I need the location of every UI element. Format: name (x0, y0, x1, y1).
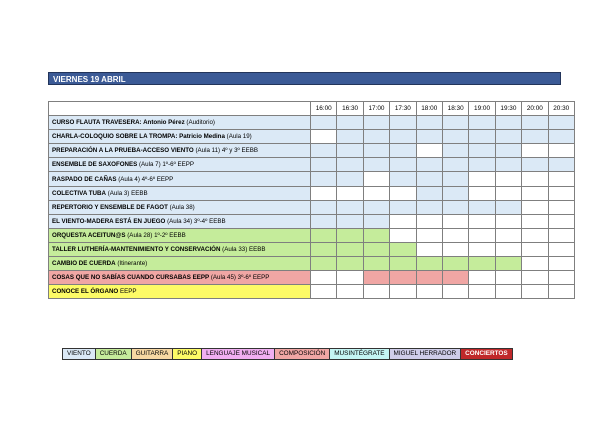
time-slot-cell (548, 144, 574, 158)
time-slot-cell (522, 130, 548, 144)
time-slot-cell (495, 116, 521, 130)
time-slot-cell (337, 130, 363, 144)
time-slot-cell (548, 214, 574, 228)
time-slot-cell (548, 271, 574, 285)
time-header-cell: 16:00 (311, 102, 337, 116)
activity-row (49, 200, 575, 214)
activity-detail: (Aula 38) (167, 203, 195, 211)
activity-name-cell (49, 214, 311, 228)
time-slot-cell (469, 172, 495, 186)
activity-title: REPERTORIO Y ENSEMBLE DE FAGOT (52, 203, 168, 211)
time-slot-cell (311, 116, 337, 130)
time-slot-cell (416, 158, 442, 172)
activity-detail: (Aula 33) EEBB (220, 245, 266, 253)
legend-item-musintegrate: MUSINTÉGRATE (330, 349, 389, 359)
time-slot-cell (311, 130, 337, 144)
legend-item-piano: PIANO (173, 349, 202, 359)
time-slot-cell (390, 144, 416, 158)
activity-row (49, 271, 575, 285)
time-slot-cell (363, 285, 389, 299)
time-slot-cell (311, 144, 337, 158)
time-slot-cell (469, 285, 495, 299)
time-slot-cell (469, 186, 495, 200)
time-header-cell: 16:30 (337, 102, 363, 116)
activity-detail: EEPP (118, 288, 137, 296)
activity-title: RASPADO DE CAÑAS (52, 175, 117, 183)
time-slot-cell (522, 214, 548, 228)
activity-row (49, 285, 575, 299)
time-slot-cell (337, 228, 363, 242)
time-slot-cell (337, 242, 363, 256)
activity-name-cell (49, 200, 311, 214)
legend-item-conciertos: CONCIERTOS (461, 349, 512, 359)
time-slot-cell (390, 172, 416, 186)
time-slot-cell (363, 242, 389, 256)
time-slot-cell (548, 158, 574, 172)
activity-detail: (Aula 19) (224, 133, 252, 141)
time-slot-cell (337, 285, 363, 299)
time-slot-cell (548, 130, 574, 144)
activity-detail: (Aula 11) 4º y 3º EEBB (193, 147, 258, 155)
time-slot-cell (337, 214, 363, 228)
time-slot-cell (495, 257, 521, 271)
activity-title: CHARLA-COLOQUIO SOBRE LA TROMPA: Patricio Medina (52, 133, 225, 141)
time-slot-cell (311, 200, 337, 214)
time-slot-cell (442, 257, 468, 271)
legend-item-herrador: MIGUEL HERRADOR (390, 349, 462, 359)
time-header-cell: 17:30 (390, 102, 416, 116)
activity-row (49, 214, 575, 228)
time-slot-cell (522, 116, 548, 130)
activity-name-cell (49, 257, 311, 271)
legend (62, 348, 513, 360)
time-header-cell: 18:30 (442, 102, 468, 116)
time-slot-cell (416, 285, 442, 299)
time-header-cell: 17:00 (363, 102, 389, 116)
time-slot-cell (416, 242, 442, 256)
activity-title: ENSEMBLE DE SAXOFONES (52, 161, 138, 169)
activity-row (49, 228, 575, 242)
time-slot-cell (442, 242, 468, 256)
time-slot-cell (311, 172, 337, 186)
activity-detail: (Aula 34) 3º-4º EEBB (165, 217, 226, 225)
time-slot-cell (495, 285, 521, 299)
time-header-cell: 18:00 (416, 102, 442, 116)
time-slot-cell (495, 214, 521, 228)
time-slot-cell (390, 242, 416, 256)
activity-detail: (Aula 3) EEBB (105, 189, 148, 197)
time-slot-cell (337, 257, 363, 271)
activity-name-cell (49, 158, 311, 172)
time-header-cell: 19:00 (469, 102, 495, 116)
time-header-cell: 20:30 (548, 102, 574, 116)
time-slot-cell (548, 200, 574, 214)
time-slot-cell (495, 228, 521, 242)
time-slot-cell (416, 214, 442, 228)
time-header-cell: 20:00 (522, 102, 548, 116)
activity-row (49, 172, 575, 186)
time-slot-cell (522, 228, 548, 242)
time-slot-cell (442, 214, 468, 228)
time-slot-cell (522, 242, 548, 256)
time-slot-cell (548, 257, 574, 271)
activity-title: PREPARACIÓN A LA PRUEBA-ACCESO VIENTO (52, 147, 194, 155)
time-slot-cell (416, 228, 442, 242)
legend-item-composicion: COMPOSICIÓN (275, 349, 330, 359)
time-slot-cell (469, 271, 495, 285)
time-slot-cell (337, 172, 363, 186)
time-slot-cell (495, 158, 521, 172)
activity-row (49, 186, 575, 200)
time-slot-cell (416, 257, 442, 271)
activity-row (49, 116, 575, 130)
time-header-cell: 19:30 (495, 102, 521, 116)
activity-name-cell (49, 228, 311, 242)
schedule-table (48, 101, 575, 299)
time-slot-cell (495, 271, 521, 285)
activity-row (49, 257, 575, 271)
header-corner-cell (49, 102, 311, 116)
time-slot-cell (363, 158, 389, 172)
time-slot-cell (522, 172, 548, 186)
activity-title: CAMBIO DE CUERDA (52, 260, 116, 268)
time-slot-cell (469, 144, 495, 158)
activity-title: CURSO FLAUTA TRAVESERA: Antonio Pérez (52, 119, 185, 127)
activity-name-cell (49, 130, 311, 144)
time-slot-cell (522, 200, 548, 214)
time-slot-cell (390, 214, 416, 228)
time-slot-cell (469, 116, 495, 130)
time-slot-cell (495, 172, 521, 186)
activity-detail: (Aula 7) 1º-6º EEPP (137, 161, 195, 169)
activity-detail: (Aula 45) 3º-6º EEPP (209, 274, 270, 282)
time-slot-cell (548, 186, 574, 200)
time-slot-cell (442, 130, 468, 144)
time-slot-cell (495, 144, 521, 158)
activity-name-cell (49, 116, 311, 130)
time-slot-cell (442, 158, 468, 172)
time-slot-cell (522, 271, 548, 285)
time-slot-cell (495, 242, 521, 256)
time-slot-cell (522, 186, 548, 200)
time-slot-cell (337, 271, 363, 285)
activity-name-cell (49, 271, 311, 285)
activity-title: EL VIENTO-MADERA ESTÁ EN JUEGO (52, 217, 166, 225)
time-slot-cell (495, 130, 521, 144)
activity-row (49, 242, 575, 256)
time-slot-cell (442, 200, 468, 214)
time-slot-cell (548, 242, 574, 256)
time-slot-cell (548, 172, 574, 186)
time-slot-cell (311, 285, 337, 299)
time-slot-cell (495, 200, 521, 214)
legend-item-guitarra: GUITARRA (132, 349, 174, 359)
time-slot-cell (469, 130, 495, 144)
time-slot-cell (442, 116, 468, 130)
time-slot-cell (469, 214, 495, 228)
activity-detail: (Itinerante) (115, 260, 148, 268)
time-slot-cell (442, 228, 468, 242)
time-slot-cell (311, 158, 337, 172)
activity-name-cell (49, 285, 311, 299)
activity-name-cell (49, 242, 311, 256)
activity-detail: (Aula 4) 4º-6º EEPP (116, 175, 174, 183)
legend-item-cuerda: CUERDA (96, 349, 132, 359)
activity-name-cell (49, 186, 311, 200)
activity-row (49, 144, 575, 158)
legend-item-lenguaje: LENGUAJE MUSICAL (202, 349, 275, 359)
time-slot-cell (522, 144, 548, 158)
time-slot-cell (469, 242, 495, 256)
time-slot-cell (390, 130, 416, 144)
time-slot-cell (469, 158, 495, 172)
time-slot-cell (469, 228, 495, 242)
time-slot-cell (548, 116, 574, 130)
time-slot-cell (363, 130, 389, 144)
activity-title: TALLER LUTHERÍA-MANTENIMIENTO Y CONSERVACIÓN (52, 245, 221, 253)
activity-title: COLECTIVA TUBA (52, 189, 106, 197)
activity-detail: (Auditorio) (184, 119, 215, 127)
time-slot-cell (390, 271, 416, 285)
time-slot-cell (363, 200, 389, 214)
time-slot-cell (337, 144, 363, 158)
time-slot-cell (416, 130, 442, 144)
time-slot-cell (548, 285, 574, 299)
time-slot-cell (311, 271, 337, 285)
time-slot-cell (416, 172, 442, 186)
time-slot-cell (390, 257, 416, 271)
time-slot-cell (522, 257, 548, 271)
time-slot-cell (522, 285, 548, 299)
time-slot-cell (363, 228, 389, 242)
time-slot-cell (311, 242, 337, 256)
activity-name-cell (49, 172, 311, 186)
legend-item-viento: VIENTO (63, 349, 96, 359)
time-slot-cell (311, 228, 337, 242)
activity-title: ORQUESTA ACEITUN@S (52, 231, 126, 239)
time-slot-cell (363, 116, 389, 130)
time-slot-cell (390, 200, 416, 214)
time-slot-cell (363, 186, 389, 200)
time-slot-cell (311, 214, 337, 228)
activity-row (49, 130, 575, 144)
time-slot-cell (311, 186, 337, 200)
activity-detail: (Aula 28) 1º-2º EEBB (125, 231, 186, 239)
time-slot-cell (363, 172, 389, 186)
time-slot-cell (363, 144, 389, 158)
activity-name-cell (49, 144, 311, 158)
time-slot-cell (495, 186, 521, 200)
time-slot-cell (337, 116, 363, 130)
time-slot-cell (416, 271, 442, 285)
day-title: VIERNES 19 ABRIL (48, 72, 561, 85)
time-slot-cell (390, 186, 416, 200)
time-slot-cell (337, 200, 363, 214)
time-slot-cell (337, 186, 363, 200)
time-slot-cell (416, 186, 442, 200)
time-slot-cell (390, 116, 416, 130)
time-slot-cell (548, 228, 574, 242)
time-slot-cell (442, 285, 468, 299)
time-slot-cell (363, 257, 389, 271)
activity-row (49, 158, 575, 172)
time-slot-cell (363, 271, 389, 285)
time-slot-cell (337, 158, 363, 172)
activity-title: COSAS QUE NO SABÍAS CUANDO CURSABAS EEPP (52, 274, 210, 282)
time-slot-cell (442, 172, 468, 186)
time-slot-cell (416, 144, 442, 158)
time-slot-cell (442, 271, 468, 285)
time-slot-cell (390, 158, 416, 172)
time-slot-cell (469, 257, 495, 271)
activity-title: CONOCE EL ÓRGANO (52, 288, 119, 296)
time-slot-cell (416, 116, 442, 130)
time-slot-cell (416, 200, 442, 214)
time-slot-cell (311, 257, 337, 271)
time-slot-cell (442, 186, 468, 200)
time-slot-cell (522, 158, 548, 172)
time-header-row (49, 102, 575, 116)
time-slot-cell (363, 214, 389, 228)
time-slot-cell (469, 200, 495, 214)
time-slot-cell (442, 144, 468, 158)
time-slot-cell (390, 285, 416, 299)
time-slot-cell (390, 228, 416, 242)
